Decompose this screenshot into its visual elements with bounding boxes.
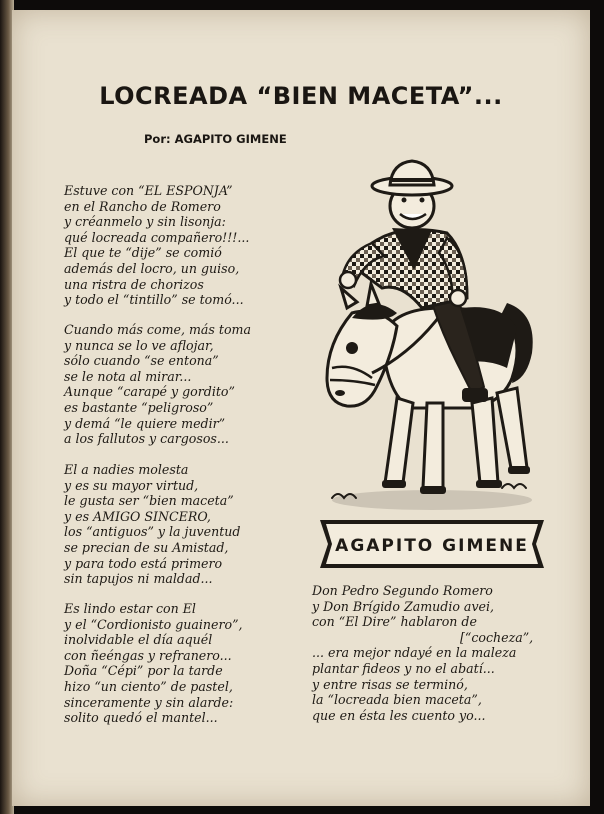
verse-line: que en ésta les cuento yo...	[312, 707, 486, 723]
verse-line: plantar fideos y no el abatí...	[312, 660, 495, 676]
stanza-3	[64, 462, 240, 587]
verse-line: sin tapujos ni maldad...	[64, 571, 213, 587]
verse-line: y es AMIGO SINCERO,	[64, 508, 211, 524]
verse-line: se le nota al mirar...	[64, 368, 192, 384]
verse-line: Aunque “carapé y gordito”	[64, 384, 235, 400]
verse-line: y para todo está primero	[64, 555, 223, 571]
stanza-4	[64, 601, 243, 726]
verse-line: se precian de su Amistad,	[64, 539, 229, 555]
verse-line: y entre risas se terminó,	[312, 676, 468, 692]
verse-line: ... era mejor ndayé en la maleza	[312, 645, 517, 661]
verse-line: con ñeéngas y refranero...	[64, 647, 232, 663]
verse-line: El que te “dije” se comió	[64, 245, 222, 261]
stanza-5	[312, 583, 533, 723]
verse-line: Don Pedro Segundo Romero	[312, 583, 493, 598]
verse-line: hizo “un ciento” de pastel,	[64, 678, 233, 694]
verse-line: [“cocheza”,	[460, 629, 534, 645]
verse-line: sinceramente y sin alarde:	[64, 694, 234, 710]
verse-line: inolvidable el día aquél	[64, 632, 213, 648]
stanza-1	[64, 183, 249, 308]
byline: Por: AGAPITO GIMENE	[144, 132, 287, 146]
verse-line: y todo el “tintillo” se tomó...	[64, 292, 244, 308]
verse-line: en el Rancho de Romero	[64, 198, 221, 214]
page-title: LOCREADA “BIEN MACETA”...	[99, 82, 503, 110]
verse-line: le gusta ser “bien maceta”	[64, 493, 234, 509]
verse-line: sólo cuando “se entona”	[64, 353, 219, 369]
verse-line: los “antiguos” y la juventud	[64, 524, 241, 540]
stanza-2	[64, 322, 251, 447]
magazine-page	[12, 10, 590, 806]
verse-line: además del locro, un guiso,	[64, 260, 240, 276]
verse-line: qué locreada compañero!!!...	[64, 229, 250, 245]
verse-line: y créanmelo y sin lisonja:	[64, 214, 226, 230]
gaucho-on-horse-illustration	[312, 158, 552, 568]
verse-line: Es lindo estar con El	[64, 601, 196, 616]
verse-line: Cuando más come, más toma	[64, 322, 251, 337]
verse-line: una ristra de chorizos	[64, 276, 204, 292]
verse-line: y demá “le quiere medir”	[64, 415, 226, 431]
verse-line: la “locreada bien maceta”,	[312, 692, 482, 708]
verse-line: Estuve con “EL ESPONJA”	[64, 183, 233, 198]
verse-line: y es su mayor virtud,	[64, 477, 199, 493]
verse-line: y el “Cordionisto guainero”,	[64, 616, 243, 632]
verse-line: es bastante “peligroso”	[64, 399, 214, 415]
verse-line: con “El Dire” hablaron de	[312, 614, 477, 630]
verse-line: a los fallutos y cargosos...	[64, 431, 229, 447]
banner-text: AGAPITO GIMENE	[335, 536, 529, 556]
verse-line: El a nadies molesta	[64, 462, 189, 477]
verse-line: y nunca se lo ve aflojar,	[64, 337, 214, 353]
verse-line: Doña “Cépi” por la tarde	[64, 663, 223, 679]
verse-line: solito quedó el mantel...	[64, 710, 218, 726]
verse-line: y Don Brígido Zamudio avei,	[312, 598, 495, 614]
